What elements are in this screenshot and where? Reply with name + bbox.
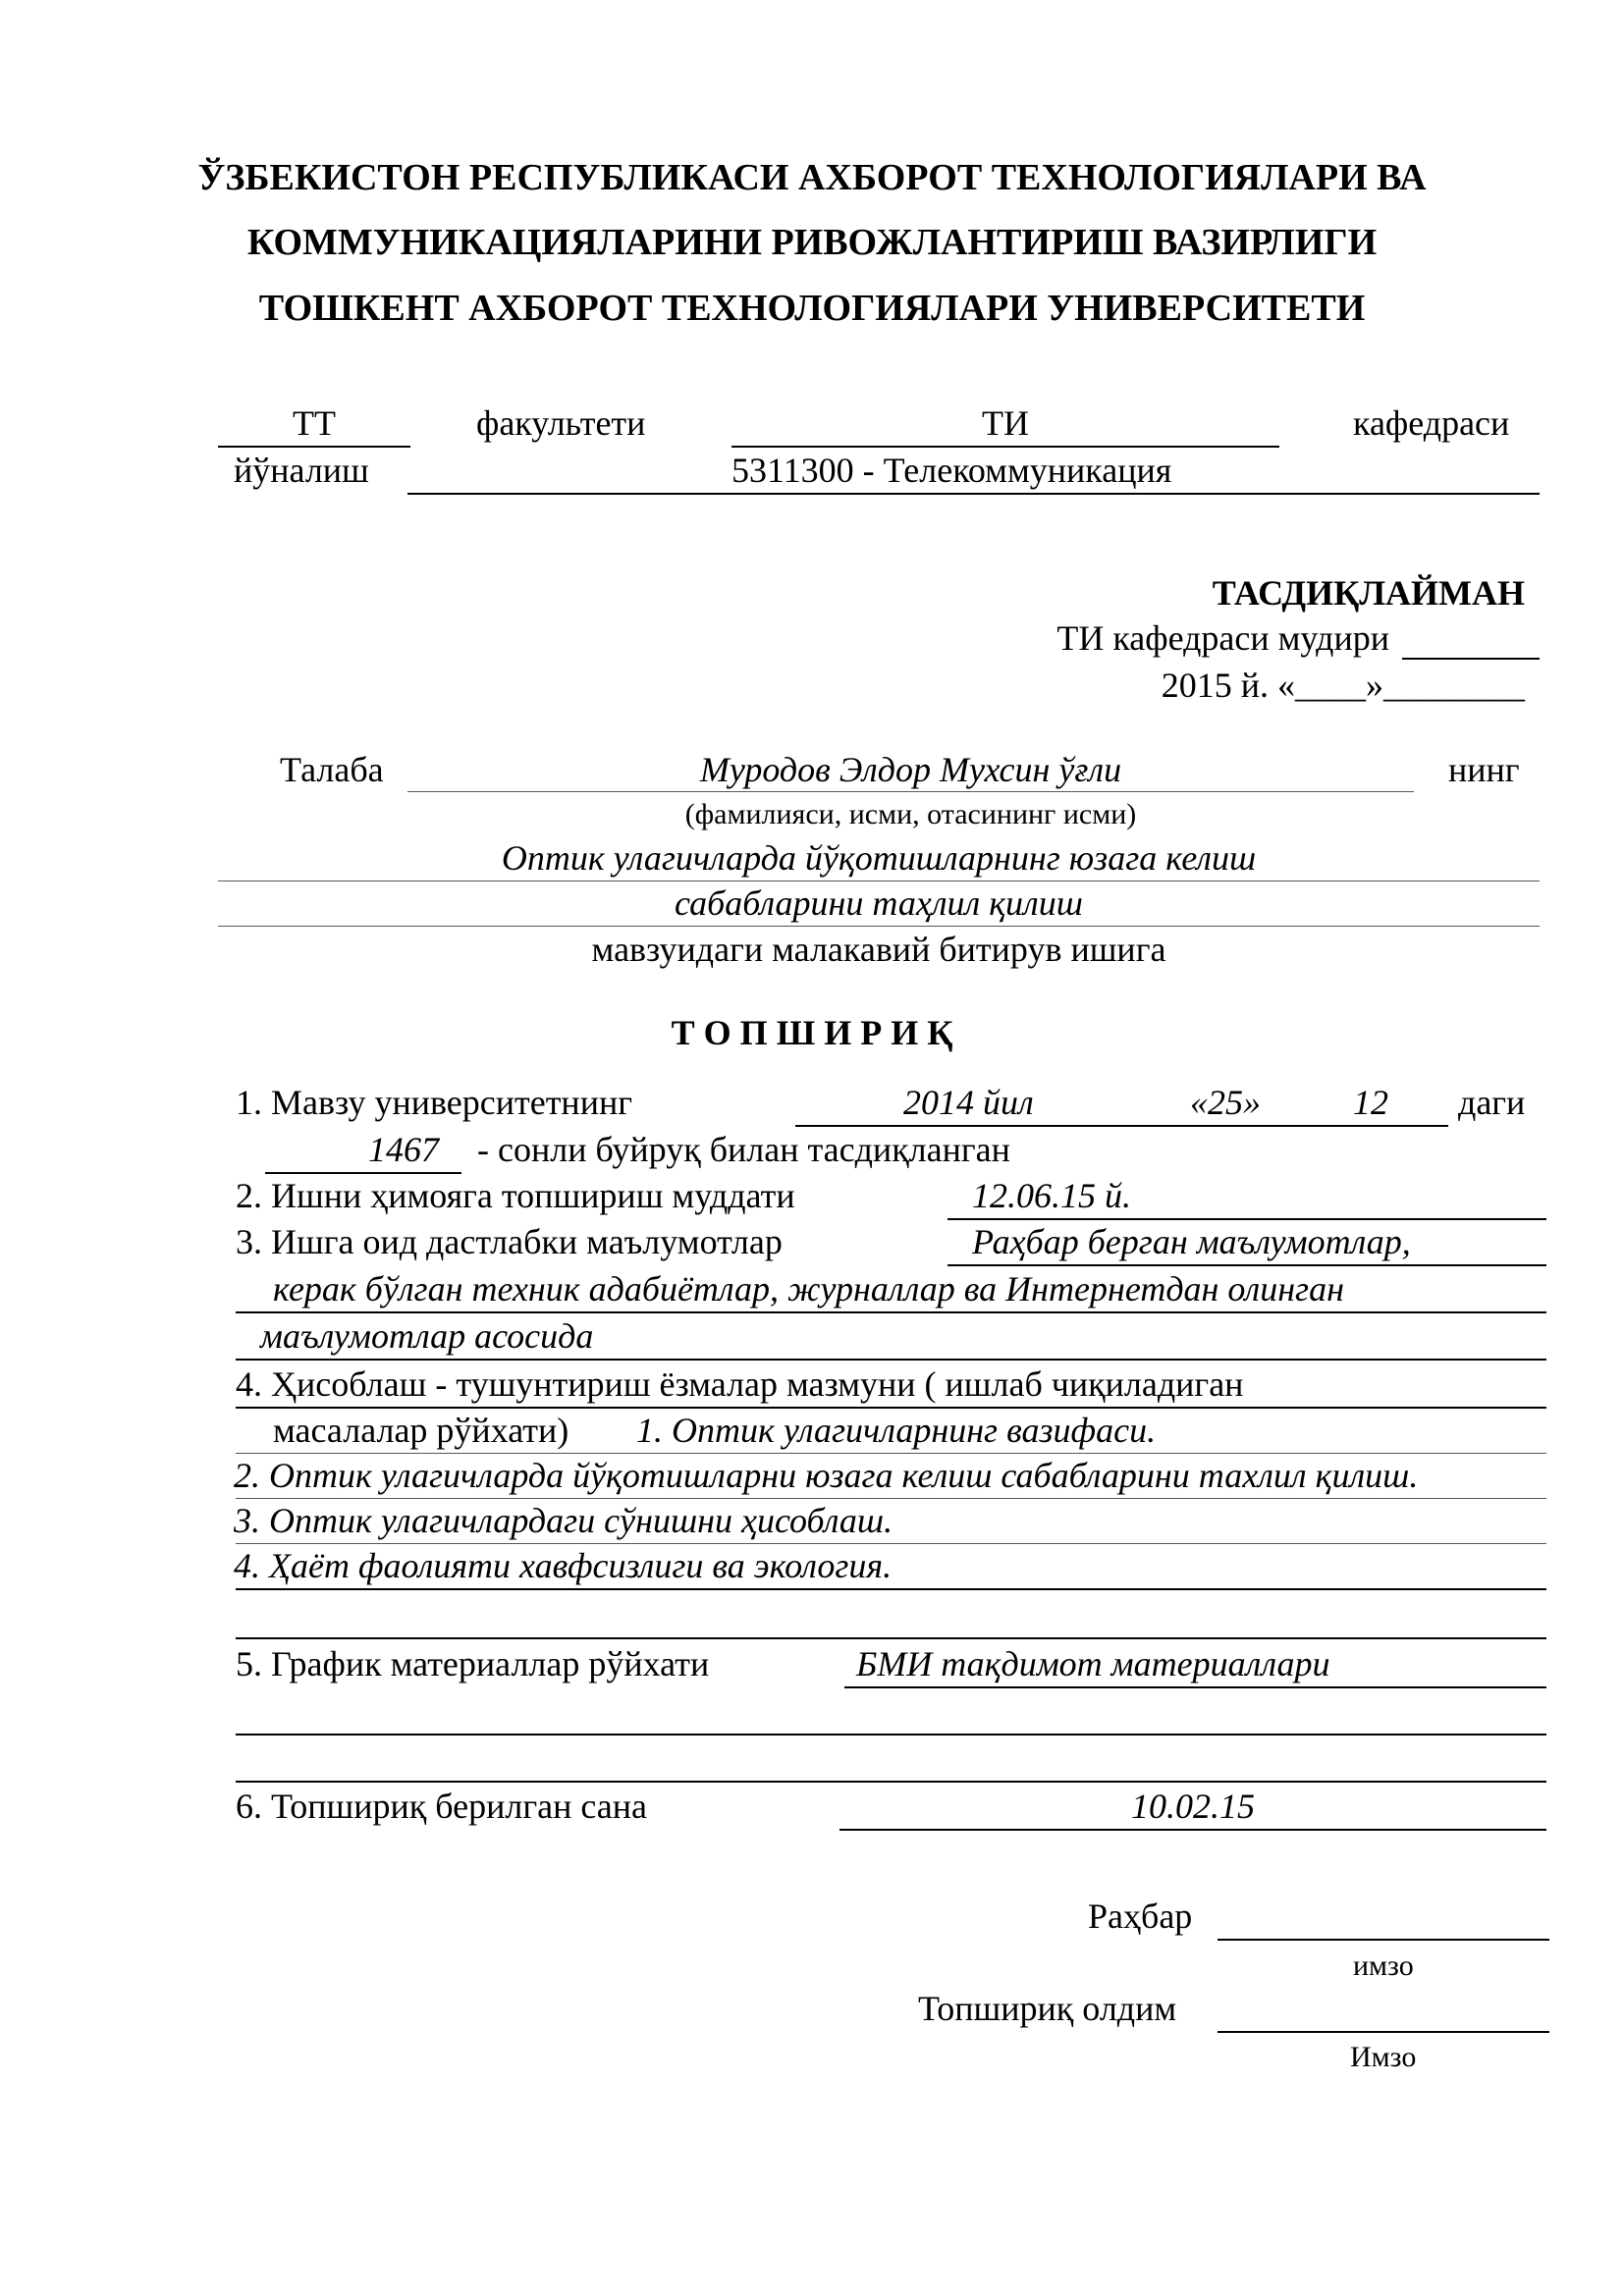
item4-list-item-1: 1. Оптик улагичларнинг вазифаси. [636,1411,1157,1450]
item4-label-line2: масалалар рўйхати) [273,1411,569,1450]
item1-date-underline [795,1125,1448,1127]
item6-value: 10.02.15 [1131,1787,1255,1826]
item1-day: «25» [1190,1083,1261,1122]
item1-suffix: даги [1458,1083,1526,1122]
item5-underline2 [236,1734,1546,1735]
department-value: ТИ [982,403,1029,443]
student-label: Талаба [280,750,384,789]
item4-underline5 [236,1588,1546,1590]
item5-value: БМИ тақдимот материаллари [856,1644,1330,1683]
item4-list-item-4: 4. Ҳаёт фаолияти хавфсизлиги ва экология. [234,1546,893,1585]
item2-label: 2. Ишни ҳимояга топшириш муддати [236,1176,795,1215]
faculty-underline [218,446,410,448]
item1-label: 1. Мавзу университетнинг [236,1083,632,1122]
item1-order-text: - сонли буйруқ билан тасдиқланган [477,1130,1010,1169]
direction-label: йўналиш [234,451,369,490]
direction-underline [407,493,1540,495]
item1-order-number: 1467 [368,1130,439,1169]
received-signature-caption: Имзо [1350,2041,1417,2073]
item6-label: 6. Топшириқ берилган сана [236,1787,647,1826]
item1-month: 12 [1353,1083,1388,1122]
item4-underline6 [236,1637,1546,1639]
approval-date: 2015 й. «____»________ [1161,666,1525,705]
ministry-title-line2: КОММУНИКАЦИЯЛАРИНИ РИВОЖЛАНТИРИШ ВАЗИРЛИГИ [246,222,1378,263]
direction-value: 5311300 - Телекоммуникация [731,451,1172,490]
approval-title: ТАСДИҚЛАЙМАН [1212,573,1525,613]
supervisor-label: Раҳбар [1088,1896,1193,1936]
item5-underline [844,1686,1546,1688]
department-head-signature-line [1402,658,1540,660]
department-head-label: ТИ кафедраси мудири [1056,618,1389,658]
item3-value-line3: маълумотлар асосида [260,1316,594,1356]
student-name-hint: (фамилияси, исми, отасининг исми) [684,798,1137,830]
topic-line2-underline [218,926,1540,927]
item3-underline3 [236,1359,1546,1361]
faculty-value: ТТ [293,403,336,443]
department-underline [731,446,1279,448]
item3-label: 3. Ишга оид дастлабки маълумотлар [236,1222,783,1261]
student-name: Муродов Элдор Мухсин ўғли [699,750,1122,789]
item2-value: 12.06.15 й. [972,1176,1131,1215]
student-name-underline [407,791,1414,792]
faculty-label: факультети [476,403,646,443]
topic-line1: Оптик улагичларда йўқотишларнинг юзага келиш [501,838,1257,878]
topic-suffix: мавзуидаги малакавий битирув ишига [591,930,1166,969]
received-signature-line [1218,2031,1549,2033]
item1-year: 2014 йил [903,1083,1034,1122]
supervisor-signature-caption: имзо [1353,1949,1414,1982]
received-label: Топшириқ олдим [918,1989,1177,2028]
item4-list-item-2: 2. Оптик улагичларда йўқотишларни юзага келиш сабабларини тахлил қилиш. [234,1456,1419,1495]
task-title: Т О П Ш И Р И Қ [671,1013,953,1052]
item6-underline [839,1829,1546,1831]
item3-underline1 [947,1264,1546,1266]
department-label: кафедраси [1353,403,1510,443]
item4-list-item-3: 3. Оптик улагичлардаги сўнишни ҳисоблаш. [234,1501,893,1540]
item5-label: 5. График материаллар рўйхати [236,1644,710,1683]
topic-line2: сабабларини таҳлил қилиш [675,883,1083,923]
student-suffix: нинг [1448,750,1520,789]
item3-value-line1: Раҳбар берган маълумотлар, [972,1222,1411,1261]
ministry-title-line1: ЎЗБЕКИСТОН РЕСПУБЛИКАСИ АХБОРОТ ТЕХНОЛОГИЯЛАРИ ВА [197,157,1427,198]
item5-underline3 [236,1781,1546,1783]
item3-value-line2: керак бўлган техник адабиётлар, журналлар ва Интернетдан олинган [273,1269,1344,1308]
item4-label-line1: 4. Ҳисоблаш - тушунтириш ёзмалар мазмуни ( ишлаб чиқиладиган [236,1364,1244,1404]
supervisor-signature-line [1218,1939,1549,1941]
university-title: ТОШКЕНТ АХБОРОТ ТЕХНОЛОГИЯЛАРИ УНИВЕРСИТЕТИ [258,288,1366,329]
item3-underline2 [236,1311,1546,1313]
